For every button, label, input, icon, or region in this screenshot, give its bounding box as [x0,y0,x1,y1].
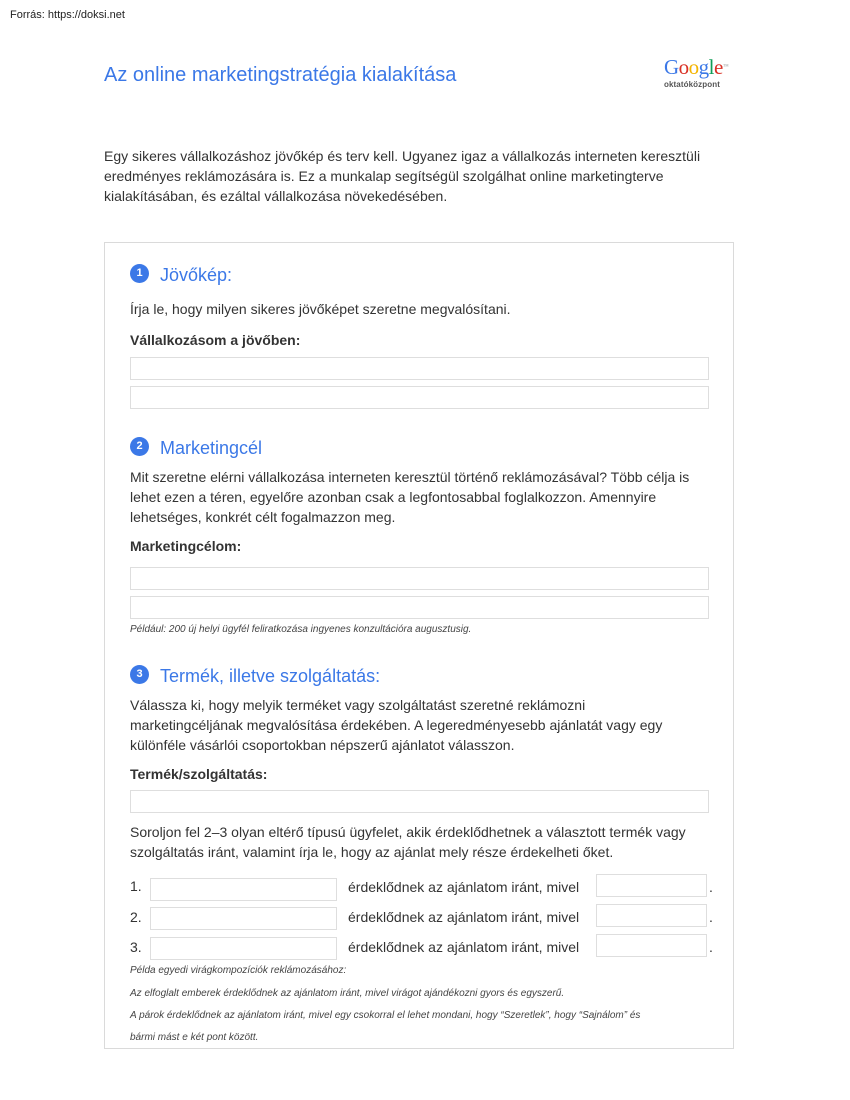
vision-input-1[interactable] [130,357,709,380]
row-end: . [709,879,713,895]
field-label-marketing-goal: Marketingcélom: [130,538,242,554]
logo-letter: l [708,55,715,79]
worksheet-card [104,242,734,1049]
section-number-badge: 2 [130,437,149,456]
example-heading: Példa egyedi virágkompozíciók reklámozásához: [130,965,347,976]
row-index: 1. [130,878,142,894]
row-middle-text: érdeklődnek az ajánlatom iránt, mivel [348,879,580,895]
example-line: A párok érdeklődnek az ajánlatom iránt, mivel egy csokorral el lehet mondani, hogy “Szeretlek”, hogy “Sajnálom” és [130,1010,641,1021]
row-index: 3. [130,939,142,955]
marketing-goal-input-2[interactable] [130,596,709,619]
logo-letter: e [714,55,723,79]
section-description: Válassza ki, hogy melyik terméket vagy szolgáltatást szeretné reklámozni marketingcéljának megvalósítása érdekében. A legeredményesebb ajánlatát vagy egy különféle vásárlói csoportokban népszerű ajánlatot válasszon. [130,697,663,753]
page-title: Az online marketingstratégia kialakítása [104,64,457,86]
logo-subtitle: oktatóközpont [664,80,720,89]
example-note: Például: 200 új helyi ügyfél feliratkozása ingyenes konzultációra augusztusig. [130,624,472,635]
section-number-badge: 3 [130,665,149,684]
section-title-marketing-goal: Marketingcél [160,438,263,458]
customer-type-input-3[interactable] [150,937,337,960]
row-end: . [709,939,713,955]
row-index: 2. [130,909,142,925]
logo-letter: g [698,55,709,79]
section-number-badge: 1 [130,264,149,283]
example-line: bármi mást e két pont között. [130,1032,259,1043]
section-description: Írja le, hogy milyen sikeres jövőképet szeretne megvalósítani. [130,301,511,317]
section-description-customers: Soroljon fel 2–3 olyan eltérő típusú ügyfelet, akik érdeklődhetnek a választott termék vagy szolgáltatás iránt, valamint írja le, hogy az ajánlat mely része érdekelheti őket. [130,824,686,860]
logo-letter: G [664,55,679,79]
reason-input-1[interactable] [596,874,707,897]
customer-type-input-2[interactable] [150,907,337,930]
customer-type-input-1[interactable] [150,878,337,901]
logo-letter: o [688,55,699,79]
field-label-product: Termék/szolgáltatás: [130,766,268,782]
section-title-product: Termék, illetve szolgáltatás: [160,666,381,686]
logo-letter: o [678,55,689,79]
row-middle-text: érdeklődnek az ajánlatom iránt, mivel [348,939,580,955]
reason-input-3[interactable] [596,934,707,957]
example-line: Az elfoglalt emberek érdeklődnek az ajánlatom iránt, mivel virágot ajándékozni gyors és egyszerű. [130,988,565,999]
row-middle-text: érdeklődnek az ajánlatom iránt, mivel [348,909,580,925]
section-title-vision: Jövőkép: [160,265,233,285]
source-label: Forrás: https://doksi.net [10,9,125,21]
row-end: . [709,909,713,925]
marketing-goal-input-1[interactable] [130,567,709,590]
google-logo [664,56,734,89]
reason-input-2[interactable] [596,904,707,927]
google-wordmark: Google™ [664,55,729,79]
intro-paragraph: Egy sikeres vállalkozáshoz jövőkép és terv kell. Ugyanez igaz a vállalkozás interneten keresztüli eredményes reklámozására is. Ez a munkalap segítségül szolgálhat online marketingterve kialakításában, és ezáltal vállalkozása növekedésében. [104,148,701,204]
field-label-vision: Vállalkozásom a jövőben: [130,332,301,348]
product-input[interactable] [130,790,709,813]
section-description: Mit szeretne elérni vállalkozása interneten keresztül történő reklámozásával? Több célja is lehet ezen a téren, egyelőre azonban csak a legfontosabbal foglalkozzon. Amennyire lehetséges, konkrét célt fogalmazzon meg. [130,469,690,525]
vision-input-2[interactable] [130,386,709,409]
